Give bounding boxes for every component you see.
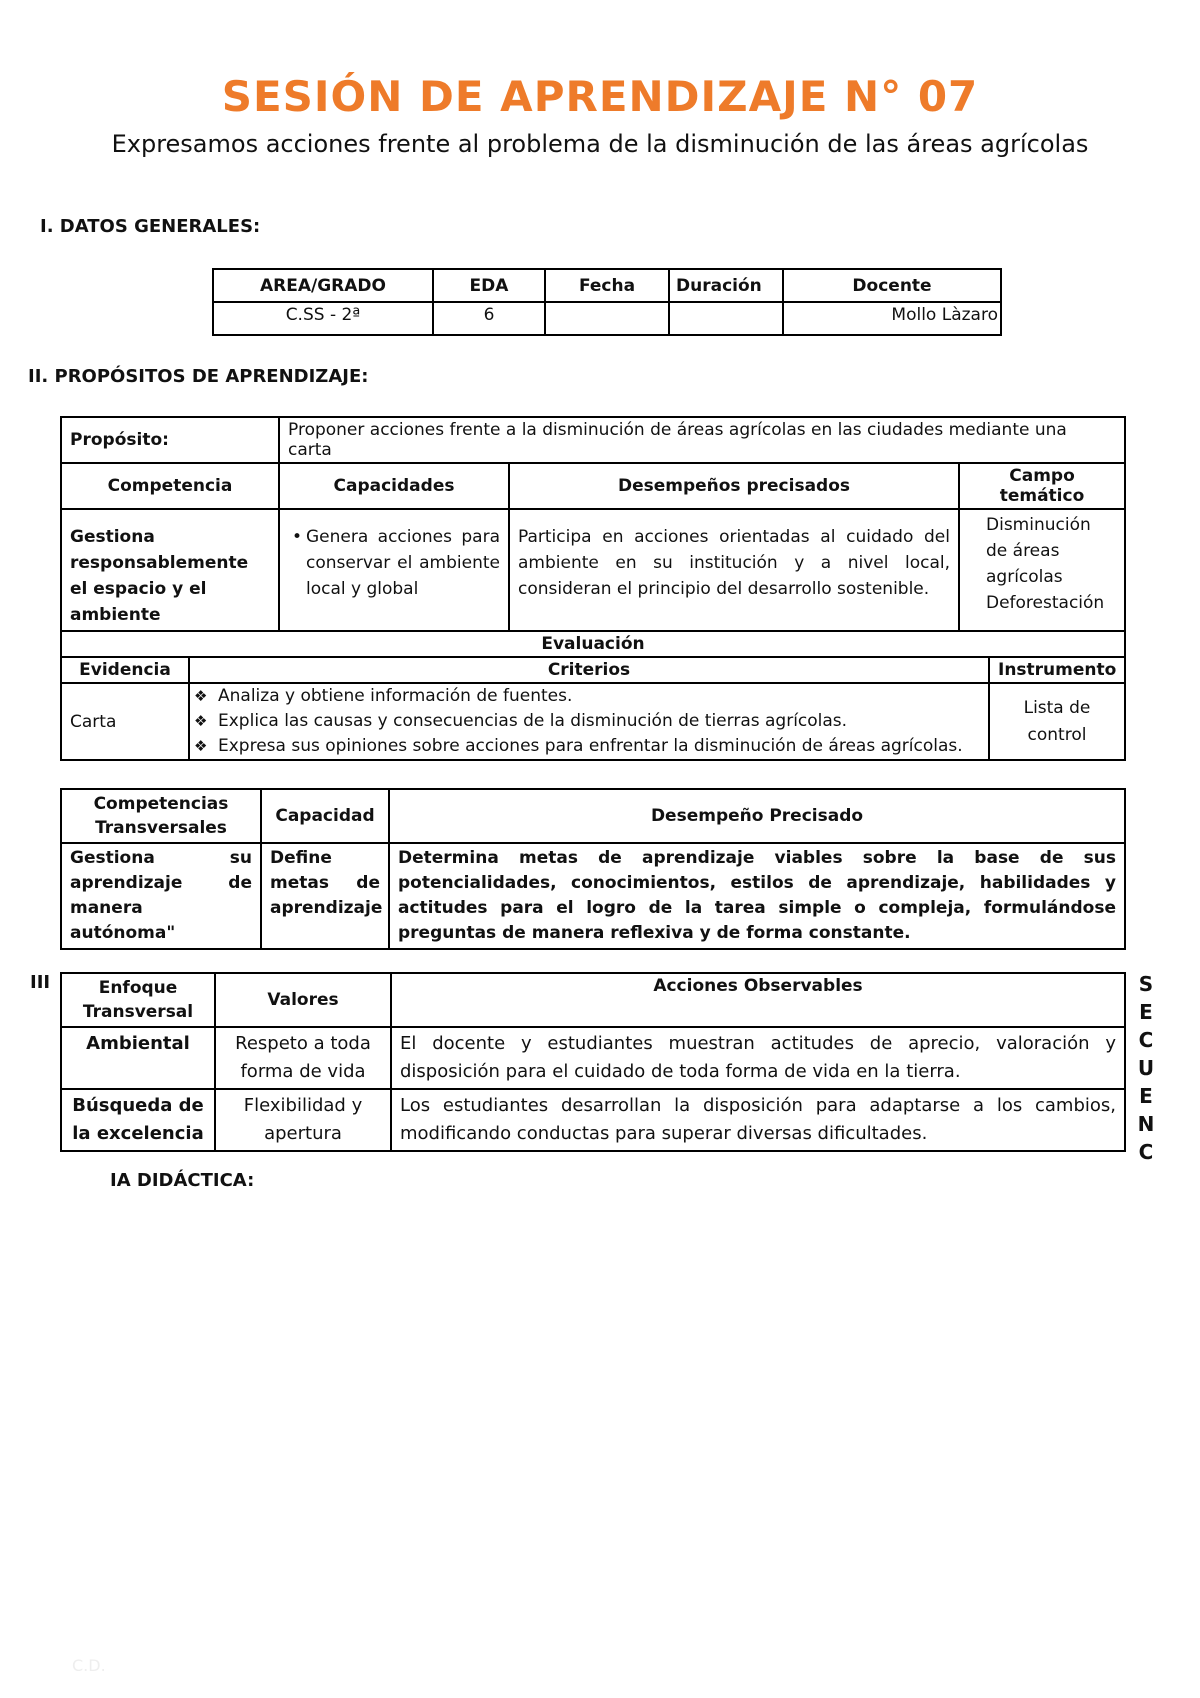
section-iii-fragment: III <box>30 972 51 993</box>
instrumento-cell: Lista de control <box>989 683 1125 760</box>
header-instrumento: Instrumento <box>989 657 1125 683</box>
transversales-table <box>60 788 1126 950</box>
criterio-item: ❖ Analiza y obtiene información de fuentes. <box>194 684 984 709</box>
value-area-grado: C.SS - 2ª <box>213 302 433 335</box>
proposito-label: Propósito: <box>61 417 279 463</box>
enfoques-table <box>60 972 1126 1152</box>
proposito-table <box>60 416 1126 632</box>
enfoque-acciones: Los estudiantes desarrollan la disposición para adaptarse a los cambios, modificando conductas para superar diversas dificultades. <box>391 1089 1125 1151</box>
header-docente: Docente <box>783 269 1001 302</box>
section-secuencia-fragment: IA DIDÁCTICA: <box>110 1170 255 1191</box>
campo-tematico-item: Disminución de áreas agrícolas <box>986 515 1091 587</box>
desempeno-cell: Participa en acciones orientadas al cuidado del ambiente en su institución y a nivel local, consideran el principio del desarrollo sostenible. <box>509 509 959 631</box>
header-desempeno-precisado: Desempeño Precisado <box>389 789 1125 843</box>
campo-tematico-cell <box>959 509 1125 631</box>
bullet-icon: • <box>292 527 303 547</box>
capacidad-cell <box>279 509 509 631</box>
value-fecha <box>545 302 669 335</box>
enfoque-valor: Respeto a toda forma de vida <box>215 1027 391 1089</box>
criterios-cell <box>189 683 989 760</box>
header-capacidades: Capacidades <box>279 463 509 509</box>
watermark: C.D. <box>72 1656 106 1675</box>
competencia-cell: Gestiona responsablemente el espacio y el ambiente <box>61 509 279 631</box>
vertical-letters: S E C U E N C <box>1137 972 1155 1164</box>
header-valores: Valores <box>215 973 391 1027</box>
value-duracion <box>669 302 783 335</box>
diamond-bullet-icon: ❖ <box>194 712 208 730</box>
page-subtitle: Expresamos acciones frente al problema de la disminución de las áreas agrícolas <box>111 130 1089 158</box>
enfoque-acciones: El docente y estudiantes muestran actitudes de aprecio, valoración y disposición para el cuidado de toda forma de vida en la tierra. <box>391 1027 1125 1089</box>
transversal-desempeno-cell: Determina metas de aprendizaje viables sobre la base de sus potencialidades, conocimientos, estilos de aprendizaje, habilidades y actitudes para el logro de la tarea simple o compleja, formulándose preguntas de manera reflexiva y de forma constante. <box>389 843 1125 949</box>
enfoque-name: Ambiental <box>61 1027 215 1089</box>
datos-generales-table <box>212 268 1002 336</box>
evidencia-cell: Carta <box>61 683 189 760</box>
header-campo-tematico: Campo temático <box>959 463 1125 509</box>
campo-tematico-item: Deforestación <box>986 593 1105 613</box>
transversal-capacidad-cell: Define metas de aprendizaje <box>261 843 389 949</box>
criterio-item: ❖ Explica las causas y consecuencias de la disminución de tierras agrícolas. <box>194 709 984 734</box>
enfoque-row <box>61 1027 1125 1089</box>
header-fecha: Fecha <box>545 269 669 302</box>
header-competencias-transversales: Competencias Transversales <box>61 789 261 843</box>
section-propositos: II. PROPÓSITOS DE APRENDIZAJE: <box>28 366 369 387</box>
evaluacion-table <box>60 630 1126 761</box>
evaluacion-title: Evaluación <box>61 631 1125 657</box>
header-evidencia: Evidencia <box>61 657 189 683</box>
section-datos-generales: I. DATOS GENERALES: <box>40 216 261 237</box>
enfoque-row <box>61 1089 1125 1151</box>
header-criterios: Criterios <box>189 657 989 683</box>
value-docente: Mollo Làzaro <box>783 302 1001 335</box>
enfoque-name: Búsqueda de la excelencia <box>61 1089 215 1151</box>
header-capacidad: Capacidad <box>261 789 389 843</box>
header-eda: EDA <box>433 269 545 302</box>
header-competencia: Competencia <box>61 463 279 509</box>
header-desempenos: Desempeños precisados <box>509 463 959 509</box>
diamond-bullet-icon: ❖ <box>194 687 208 705</box>
transversal-competencia-cell: Gestiona su aprendizaje de manera autónoma" <box>61 843 261 949</box>
capacidad-text: Genera acciones para conservar el ambiente local y global <box>306 527 500 599</box>
proposito-text: Proponer acciones frente a la disminución de áreas agrícolas en las ciudades mediante una carta <box>279 417 1125 463</box>
page-title: SESIÓN DE APRENDIZAJE N° 07 <box>221 72 979 121</box>
header-area-grado: AREA/GRADO <box>213 269 433 302</box>
header-duracion: Duración <box>669 269 783 302</box>
criterio-item: ❖ Expresa sus opiniones sobre acciones para enfrentar la disminución de áreas agrícolas. <box>194 734 984 759</box>
value-eda: 6 <box>433 302 545 335</box>
header-enfoque-transversal: Enfoque Transversal <box>61 973 215 1027</box>
diamond-bullet-icon: ❖ <box>194 737 208 755</box>
enfoque-valor: Flexibilidad y apertura <box>215 1089 391 1151</box>
header-acciones-observables: Acciones Observables <box>391 973 1125 1027</box>
